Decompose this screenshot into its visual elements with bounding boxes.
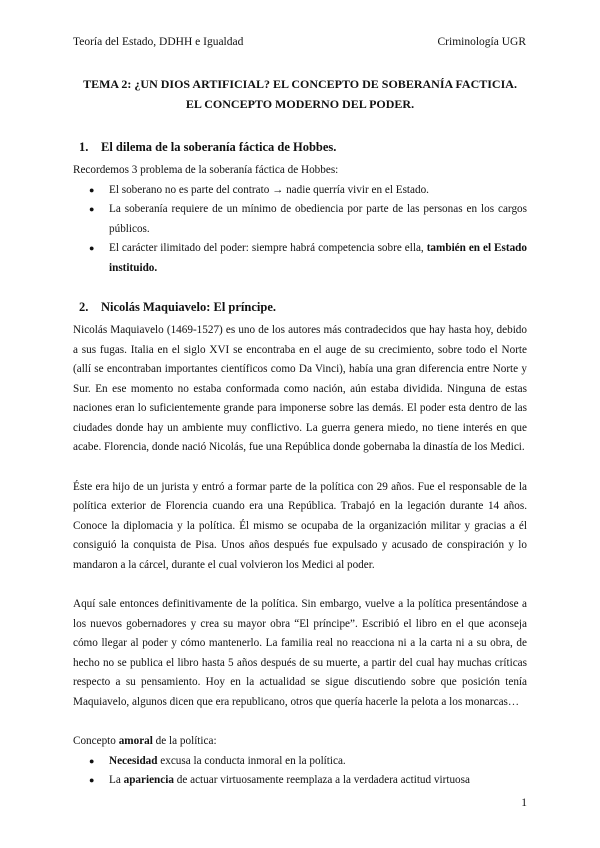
bold-phrase: también en el Estado instituido. — [109, 242, 527, 274]
paragraph: Éste era hijo de un jurista y entró a formar parte de la política con 29 años. Fue el responsable de la política exterior de Florencia cuando era una República. Trabajó en la legación durante 14 años. Conoce la diplomacia y la política. Él mismo se ocupaba de la organización militar y gracias a él consiguió la conquista de Pisa. Unos años después fue expulsado y acusado de conspiración y lo mandaron a la cárcel, durante el cual volvieron los Medici al poder. — [73, 480, 527, 571]
bullet-icon: ● — [89, 204, 95, 214]
list-item: ● La apariencia de actuar virtuosamente reemplaza a la verdadera actitud virtuosa — [73, 771, 527, 791]
bullet-icon: ● — [89, 243, 95, 253]
section-1-heading — [73, 140, 527, 155]
section-1-list — [73, 181, 527, 279]
header-right: Criminología UGR — [437, 36, 526, 48]
list-item: ● La soberanía requiere de un mínimo de obediencia por parte de las personas en los cargos públicos. — [73, 200, 527, 239]
title-line-2: EL CONCEPTO MODERNO DEL PODER. — [185, 97, 415, 111]
list-item: ● Necesidad excusa la conducta inmoral en la política. — [73, 752, 527, 772]
section-2-title: Nicolás Maquiavelo: El príncipe. — [101, 300, 276, 314]
list-item: ● El soberano no es parte del contrato → nadie querría vivir en el Estado. — [73, 181, 527, 201]
bullet-icon: ● — [89, 775, 95, 785]
section-1-title: El dilema de la soberanía fáctica de Hobbes. — [101, 140, 337, 154]
section-1-number: 1. — [79, 140, 89, 154]
paragraph: Aquí sale entonces definitivamente de la política. Sin embargo, vuelve a la política presentándose a los nuevos gobernadores y crea su mayor obra “El príncipe”. Escribió el libro en el que aconseja cómo llegar al poder y cómo mantenerlo. La familia real no reacciona ni a la carta ni a su obra, de hecho no se publica el libro hasta 5 años después de su muerte, a partir del cual hay muchas críticas respecto a su pensamiento. Hoy en la actualidad se sigue discutiendo sobre que posición tenía Maquiavelo, algunos dicen que era republicano, otros que quería hacerle la pelota a los monarcas… — [73, 598, 527, 708]
paragraph: Nicolás Maquiavelo (1469-1527) es uno de los autores más contradecidos que hay hasta hoy, debido a sus fugas. Italia en el siglo XVI se encontraba en el auge de su crecimiento, sobre todo el Norte (allí se encontraban importantes científicos como Da Vinci), había una gran diferencia entre Norte y Sur. En ese momento no estaba conformada como nación, aún estaba dividida. Ninguna de estas naciones eran lo suficientemente grande para imponerse sobre las demás. El poder esta dentro de las ciudades donde hay un ambiente muy conflictivo. La guerra genera miedo, no tiene interés en que acabe. Florencia, donde nació Nicolás, fue una República donde gobernaba la dinastía de los Medici. — [73, 324, 527, 453]
section-1-intro: Recordemos 3 problema de la soberanía fáctica de Hobbes: — [73, 164, 339, 176]
bullet-icon: ● — [89, 184, 95, 195]
header-left: Teoría del Estado, DDHH e Igualdad — [73, 36, 244, 48]
title-line-1: TEMA 2: ¿UN DIOS ARTIFICIAL? EL CONCEPTO DE SOBERANÍA FACTICIA. — [83, 77, 517, 91]
list-item: ● El carácter ilimitado del poder: siempre habrá competencia sobre ella, también en el Estado instituido. — [73, 239, 527, 278]
section-2-number: 2. — [79, 300, 89, 314]
document-body — [73, 74, 527, 813]
section-2-heading — [73, 300, 527, 315]
document-title — [73, 74, 527, 114]
section-2-list — [73, 752, 527, 791]
page-number: 1 — [521, 797, 527, 809]
concept-intro: Concepto amoral de la política: — [73, 735, 217, 747]
bullet-icon: ● — [89, 755, 95, 766]
